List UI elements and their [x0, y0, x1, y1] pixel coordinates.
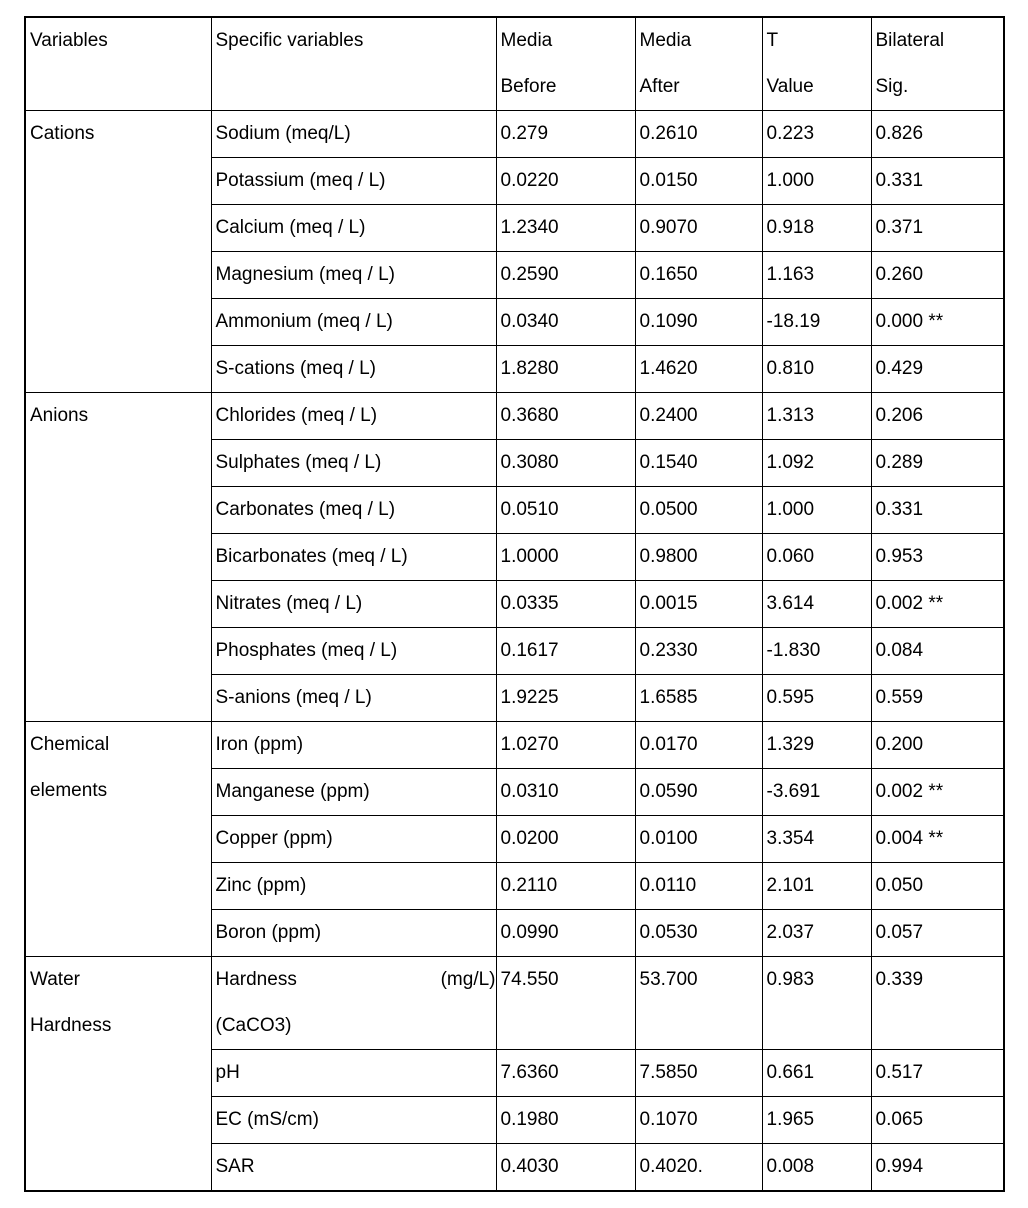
group-label-cations: [25, 111, 211, 393]
specific-variable-second-line: (CaCO3): [215, 1015, 292, 1036]
cell-specific-variable: Nitrates (meq / L): [211, 581, 496, 628]
cell-bilateral-sig: 0.429: [871, 346, 1004, 393]
cell-specific-variable: Chlorides (meq / L): [211, 393, 496, 440]
header-label-line: Media: [500, 30, 553, 51]
group-label-water-hardness: [25, 957, 211, 1192]
cell-t-value: 1.313: [762, 393, 871, 440]
cell-specific-variable: Manganese (ppm): [211, 769, 496, 816]
table-row: [25, 957, 1004, 1050]
cell-specific-variable: Sodium (meq/L): [211, 111, 496, 158]
cell-specific-variable: Calcium (meq / L): [211, 205, 496, 252]
cell-media-after: 0.2610: [635, 111, 762, 158]
cell-specific-variable: Iron (ppm): [211, 722, 496, 769]
cell-media-after: 0.0500: [635, 487, 762, 534]
header-label-line: Bilateral: [875, 30, 945, 51]
cell-bilateral-sig: 0.000 **: [871, 299, 1004, 346]
cell-media-after: 1.4620: [635, 346, 762, 393]
group-label-line: Cations: [30, 123, 95, 144]
cell-media-before: 0.2110: [496, 863, 635, 910]
table-body: [25, 111, 1004, 1192]
cell-specific-variable: Magnesium (meq / L): [211, 252, 496, 299]
cell-media-before: 0.0220: [496, 158, 635, 205]
header-row: [25, 17, 1004, 111]
cell-specific-variable: EC (mS/cm): [211, 1097, 496, 1144]
cell-specific-variable: pH: [211, 1050, 496, 1097]
cell-t-value: 1.329: [762, 722, 871, 769]
header-label-line: Before: [500, 76, 557, 97]
cell-media-before: 1.2340: [496, 205, 635, 252]
cell-media-before: 0.0310: [496, 769, 635, 816]
cell-bilateral-sig: 0.994: [871, 1144, 1004, 1192]
cell-media-after: 0.9800: [635, 534, 762, 581]
cell-media-before: 74.550: [496, 957, 635, 1050]
cell-media-before: 0.279: [496, 111, 635, 158]
header-label-line: Sig.: [875, 76, 909, 97]
column-header-variables: [25, 17, 211, 111]
cell-t-value: 0.983: [762, 957, 871, 1050]
table-row: [25, 111, 1004, 158]
cell-specific-variable: Boron (ppm): [211, 910, 496, 957]
cell-media-before: 0.0335: [496, 581, 635, 628]
cell-bilateral-sig: 0.002 **: [871, 769, 1004, 816]
cell-bilateral-sig: 0.331: [871, 158, 1004, 205]
cell-media-after: 0.0590: [635, 769, 762, 816]
cell-media-after: 53.700: [635, 957, 762, 1050]
cell-bilateral-sig: 0.953: [871, 534, 1004, 581]
cell-specific-variable: Sulphates (meq / L): [211, 440, 496, 487]
cell-t-value: 1.163: [762, 252, 871, 299]
cell-t-value: 0.918: [762, 205, 871, 252]
cell-media-after: 0.4020.: [635, 1144, 762, 1192]
cell-t-value: 2.037: [762, 910, 871, 957]
cell-t-value: 3.614: [762, 581, 871, 628]
specific-variable-unit: (mg/L): [440, 969, 496, 990]
header-label-line: Value: [766, 76, 814, 97]
cell-t-value: 0.060: [762, 534, 871, 581]
cell-bilateral-sig: 0.065: [871, 1097, 1004, 1144]
header-label-line: Variables: [30, 30, 108, 51]
cell-bilateral-sig: 0.289: [871, 440, 1004, 487]
cell-specific-variable: Phosphates (meq / L): [211, 628, 496, 675]
table-head: [25, 17, 1004, 111]
cell-specific-variable: Carbonates (meq / L): [211, 487, 496, 534]
cell-bilateral-sig: 0.826: [871, 111, 1004, 158]
cell-media-after: 0.1070: [635, 1097, 762, 1144]
cell-media-before: 1.0000: [496, 534, 635, 581]
column-header-media-before: [496, 17, 635, 111]
group-label-line: Anions: [30, 405, 89, 426]
cell-t-value: 0.810: [762, 346, 871, 393]
cell-media-before: 0.0990: [496, 910, 635, 957]
column-header-specific-variables: [211, 17, 496, 111]
column-header-t-value: [762, 17, 871, 111]
cell-t-value: 0.223: [762, 111, 871, 158]
cell-media-after: 0.0150: [635, 158, 762, 205]
cell-t-value: -1.830: [762, 628, 871, 675]
cell-media-after: 0.1540: [635, 440, 762, 487]
cell-t-value: 2.101: [762, 863, 871, 910]
group-label-line: elements: [30, 780, 108, 801]
cell-bilateral-sig: 0.559: [871, 675, 1004, 722]
cell-bilateral-sig: 0.002 **: [871, 581, 1004, 628]
cell-bilateral-sig: 0.004 **: [871, 816, 1004, 863]
statistics-table: [24, 16, 1005, 1192]
group-label-anions: [25, 393, 211, 722]
cell-specific-variable: SAR: [211, 1144, 496, 1192]
cell-media-before: 0.4030: [496, 1144, 635, 1192]
specific-variable-justified-line: [216, 957, 496, 1003]
cell-media-before: 0.2590: [496, 252, 635, 299]
cell-media-after: 0.1090: [635, 299, 762, 346]
group-label-line: Water: [30, 969, 80, 990]
cell-bilateral-sig: 0.339: [871, 957, 1004, 1050]
header-label-line: T: [766, 30, 779, 51]
cell-media-before: 0.1980: [496, 1097, 635, 1144]
cell-bilateral-sig: 0.200: [871, 722, 1004, 769]
cell-t-value: -18.19: [762, 299, 871, 346]
cell-media-before: 0.0510: [496, 487, 635, 534]
cell-t-value: 0.595: [762, 675, 871, 722]
cell-media-before: 1.9225: [496, 675, 635, 722]
cell-bilateral-sig: 0.206: [871, 393, 1004, 440]
group-label-line: Chemical: [30, 734, 110, 755]
header-label-line: After: [639, 76, 680, 97]
cell-media-before: 0.0340: [496, 299, 635, 346]
cell-media-after: 0.2330: [635, 628, 762, 675]
cell-t-value: -3.691: [762, 769, 871, 816]
cell-media-after: 0.0530: [635, 910, 762, 957]
cell-t-value: 1.092: [762, 440, 871, 487]
cell-media-after: 7.5850: [635, 1050, 762, 1097]
cell-bilateral-sig: 0.057: [871, 910, 1004, 957]
cell-media-after: 0.0100: [635, 816, 762, 863]
column-header-media-after: [635, 17, 762, 111]
cell-media-after: 0.0170: [635, 722, 762, 769]
cell-specific-variable: Potassium (meq / L): [211, 158, 496, 205]
column-header-bilateral-sig: [871, 17, 1004, 111]
cell-t-value: 0.661: [762, 1050, 871, 1097]
cell-t-value: 1.000: [762, 158, 871, 205]
table-row: [25, 722, 1004, 769]
cell-media-after: 0.2400: [635, 393, 762, 440]
cell-specific-variable: S-cations (meq / L): [211, 346, 496, 393]
group-label-chemical-elements: [25, 722, 211, 957]
cell-media-after: 0.1650: [635, 252, 762, 299]
cell-t-value: 1.000: [762, 487, 871, 534]
specific-variable-name: Hardness: [215, 969, 297, 990]
cell-media-before: 7.6360: [496, 1050, 635, 1097]
cell-media-before: 0.3680: [496, 393, 635, 440]
cell-media-before: 1.8280: [496, 346, 635, 393]
header-label-line: Media: [639, 30, 692, 51]
cell-specific-variable: Copper (ppm): [211, 816, 496, 863]
cell-specific-variable: Bicarbonates (meq / L): [211, 534, 496, 581]
header-label-line: Specific variables: [215, 30, 364, 51]
cell-specific-variable: Zinc (ppm): [211, 863, 496, 910]
cell-media-before: 0.3080: [496, 440, 635, 487]
cell-specific-variable: Ammonium (meq / L): [211, 299, 496, 346]
cell-bilateral-sig: 0.084: [871, 628, 1004, 675]
cell-media-after: 1.6585: [635, 675, 762, 722]
cell-bilateral-sig: 0.050: [871, 863, 1004, 910]
cell-t-value: 1.965: [762, 1097, 871, 1144]
cell-bilateral-sig: 0.331: [871, 487, 1004, 534]
cell-media-after: 0.0015: [635, 581, 762, 628]
cell-t-value: 0.008: [762, 1144, 871, 1192]
cell-specific-variable: S-anions (meq / L): [211, 675, 496, 722]
cell-bilateral-sig: 0.517: [871, 1050, 1004, 1097]
cell-media-before: 1.0270: [496, 722, 635, 769]
cell-bilateral-sig: 0.371: [871, 205, 1004, 252]
cell-media-before: 0.0200: [496, 816, 635, 863]
table-row: [25, 393, 1004, 440]
cell-t-value: 3.354: [762, 816, 871, 863]
group-label-line: Hardness: [30, 1015, 112, 1036]
cell-media-after: 0.0110: [635, 863, 762, 910]
cell-media-before: 0.1617: [496, 628, 635, 675]
cell-specific-variable: [211, 957, 496, 1050]
cell-media-after: 0.9070: [635, 205, 762, 252]
cell-bilateral-sig: 0.260: [871, 252, 1004, 299]
